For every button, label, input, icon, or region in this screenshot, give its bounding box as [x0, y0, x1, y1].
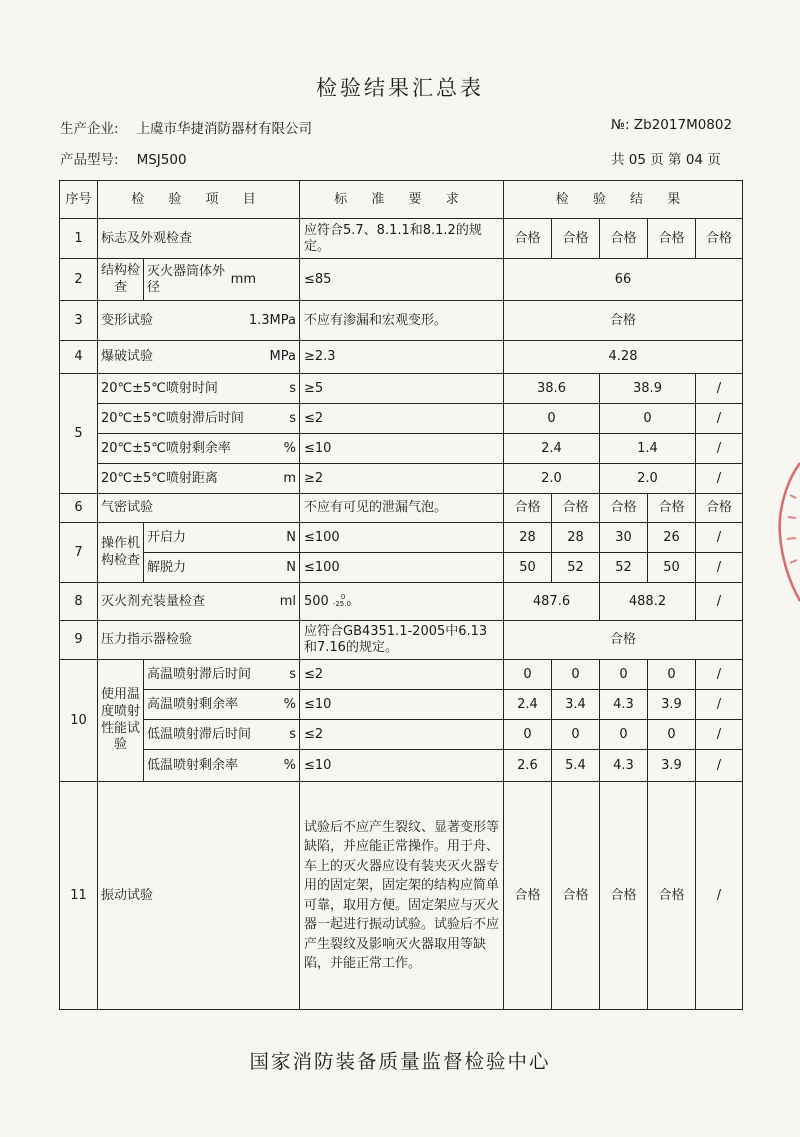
unit-text: mm [230, 271, 256, 287]
seq-cell: 10 [60, 660, 98, 782]
item-text: 低温喷射剩余率 [147, 757, 239, 773]
table-row [60, 434, 743, 464]
result-cell: 0 [648, 660, 696, 690]
unit-text: % [283, 696, 296, 712]
result-cell: 26 [648, 523, 696, 553]
result-cell: / [696, 583, 743, 621]
result-cell: 2.4 [504, 690, 552, 720]
table-row [60, 583, 743, 621]
item-cell [144, 750, 300, 782]
standard-cell [300, 583, 504, 621]
report-number [611, 117, 732, 133]
result-cell: / [696, 553, 743, 583]
unit-text: N [286, 529, 296, 545]
result-cell: 合格 [600, 494, 648, 523]
header-result: 检 验 结 果 [504, 181, 743, 219]
result-cell: 52 [552, 553, 600, 583]
result-cell: 38.9 [600, 374, 696, 404]
result-cell: 合格 [648, 219, 696, 259]
result-cell: 50 [504, 553, 552, 583]
standard-cell: 应符合GB4351.1-2005中6.13和7.16的规定。 [300, 621, 504, 660]
unit-text: % [283, 757, 296, 773]
item-text: 低温喷射滞后时间 [147, 726, 252, 742]
company-label: 生产企业: [60, 121, 119, 137]
result-cell: / [696, 690, 743, 720]
result-cell: 52 [600, 553, 648, 583]
result-cell: 合格 [504, 621, 743, 660]
item-cell [98, 583, 300, 621]
result-cell: 2.6 [504, 750, 552, 782]
page-info: 共 05 页 第 04 页 [611, 152, 721, 168]
result-cell: 4.28 [504, 341, 743, 374]
seq-cell: 4 [60, 341, 98, 374]
result-cell: 488.2 [600, 583, 696, 621]
result-cell: / [696, 750, 743, 782]
item-cell [98, 404, 300, 434]
table-row [60, 720, 743, 750]
standard-value: 500 [304, 593, 329, 609]
group-label: 结构检查 [98, 259, 144, 301]
result-cell: 合格 [504, 301, 743, 341]
result-cell: / [696, 782, 743, 1010]
result-cell: / [696, 660, 743, 690]
tolerance [333, 594, 351, 608]
standard-cell: ≤2 [300, 720, 504, 750]
standard-cell: ≤2 [300, 660, 504, 690]
result-cell: 0 [504, 720, 552, 750]
footer-organization: 国家消防装备质量监督检验中心 [249, 1050, 551, 1073]
result-cell: 3.4 [552, 690, 600, 720]
result-cell: 28 [504, 523, 552, 553]
result-cell: / [696, 374, 743, 404]
seq-cell: 11 [60, 782, 98, 1010]
table-row [60, 621, 743, 660]
result-cell: 合格 [504, 494, 552, 523]
table-row [60, 404, 743, 434]
company-value: 上虞市华捷消防器材有限公司 [136, 121, 313, 137]
item-text: 解脱力 [147, 559, 187, 575]
seq-cell: 7 [60, 523, 98, 583]
item-cell [144, 720, 300, 750]
standard-cell: ≥5 [300, 374, 504, 404]
item-text: 高温喷射滞后时间 [147, 666, 252, 682]
result-cell: / [696, 464, 743, 494]
model-label: 产品型号: [60, 152, 119, 168]
result-cell: / [696, 523, 743, 553]
standard-cell: 应符合5.7、8.1.1和8.1.2的规定。 [300, 219, 504, 259]
result-cell: 0 [552, 720, 600, 750]
item-cell [98, 341, 300, 374]
standard-cell: ≥2 [300, 464, 504, 494]
result-cell: / [696, 404, 743, 434]
item-cell: 振动试验 [98, 782, 300, 1010]
unit-text: s [289, 666, 296, 682]
item-text: 20℃±5℃喷射滞后时间 [101, 410, 244, 426]
result-cell: 0 [504, 404, 600, 434]
table-row [60, 690, 743, 720]
standard-cell: ≤85 [300, 259, 504, 301]
item-cell [98, 301, 300, 341]
standard-cell: ≤2 [300, 404, 504, 434]
seq-cell: 2 [60, 259, 98, 301]
standard-cell: ≤10 [300, 690, 504, 720]
item-text: 爆破试验 [101, 349, 154, 365]
report-number-label: №: [611, 117, 630, 133]
item-text: 20℃±5℃喷射剩余率 [101, 440, 231, 456]
seq-cell: 5 [60, 374, 98, 494]
table-row [60, 523, 743, 553]
result-cell: 30 [600, 523, 648, 553]
unit-text: % [283, 440, 296, 456]
result-cell: 3.9 [648, 690, 696, 720]
report-number-value: Zb2017M0802 [633, 117, 733, 133]
result-cell: 4.3 [600, 750, 648, 782]
unit-text: ml [279, 593, 296, 609]
result-cell: 合格 [696, 219, 743, 259]
item-cell [98, 434, 300, 464]
item-cell [144, 259, 300, 301]
seal-stamp-edge [770, 455, 800, 605]
table-row [60, 259, 743, 301]
table-row [60, 374, 743, 404]
header-seq: 序号 [60, 181, 98, 219]
result-cell: 487.6 [504, 583, 600, 621]
result-cell: 2.4 [504, 434, 600, 464]
result-cell: 28 [552, 523, 600, 553]
seq-cell: 9 [60, 621, 98, 660]
result-cell: 0 [648, 720, 696, 750]
result-cell: 0 [600, 660, 648, 690]
table-row [60, 494, 743, 523]
item-text: 变形试验 [101, 312, 154, 328]
item-cell: 标志及外观检查 [98, 219, 300, 259]
standard-cell: 不应有渗漏和宏观变形。 [300, 301, 504, 341]
result-cell: 合格 [648, 782, 696, 1010]
result-cell: 3.9 [648, 750, 696, 782]
unit-text: s [289, 410, 296, 426]
result-cell: 0 [600, 720, 648, 750]
standard-cell: 不应有可见的泄漏气泡。 [300, 494, 504, 523]
header-standard: 标 准 要 求 [300, 181, 504, 219]
seq-cell: 3 [60, 301, 98, 341]
model-value: MSJ500 [136, 152, 187, 168]
group-label: 使用温度喷射性能试验 [98, 660, 144, 782]
seq-cell: 8 [60, 583, 98, 621]
result-cell: 合格 [600, 782, 648, 1010]
unit-text: s [289, 726, 296, 742]
result-cell: 合格 [552, 782, 600, 1010]
table-header-row [60, 181, 743, 219]
standard-cell: ≤100 [300, 523, 504, 553]
result-cell: / [696, 434, 743, 464]
result-cell: 合格 [552, 219, 600, 259]
result-cell: 合格 [552, 494, 600, 523]
item-text: 20℃±5℃喷射时间 [101, 380, 218, 396]
result-cell: 38.6 [504, 374, 600, 404]
item-text: 高温喷射剩余率 [147, 696, 239, 712]
item-cell [144, 690, 300, 720]
tolerance-lower: -25.0 [332, 600, 351, 609]
result-cell: 4.3 [600, 690, 648, 720]
item-cell [98, 374, 300, 404]
result-cell: 0 [552, 660, 600, 690]
item-text: 灭火剂充装量检查 [101, 593, 206, 609]
result-cell: 合格 [600, 219, 648, 259]
result-cell: / [696, 720, 743, 750]
result-cell: 合格 [504, 782, 552, 1010]
seq-cell: 6 [60, 494, 98, 523]
results-table [59, 180, 743, 1010]
table-row [60, 553, 743, 583]
group-label: 操作机构检查 [98, 523, 144, 583]
seq-cell: 1 [60, 219, 98, 259]
page-title: 检验结果汇总表 [316, 76, 484, 100]
item-cell: 压力指示器检验 [98, 621, 300, 660]
standard-cell: 试验后不应产生裂纹、显著变形等缺陷，并应能正常操作。用于舟、车上的灭火器应设有装夹灭火器专用的固定架，固定架的结构应简单可靠，取用方便。固定架应与灭火器一起进行振动试验。试验后不应产生裂纹及影响灭火器取用等缺陷，并能正常工作。 [300, 782, 504, 1010]
result-cell: 1.4 [600, 434, 696, 464]
item-cell [144, 553, 300, 583]
result-cell: 50 [648, 553, 696, 583]
result-cell: 0 [600, 404, 696, 434]
result-cell: 2.0 [600, 464, 696, 494]
table-row [60, 782, 743, 1010]
model-line [60, 148, 187, 168]
table-row [60, 660, 743, 690]
item-cell [98, 464, 300, 494]
result-cell: 合格 [648, 494, 696, 523]
standard-cell: ≥2.3 [300, 341, 504, 374]
item-cell: 气密试验 [98, 494, 300, 523]
unit-text: s [289, 380, 296, 396]
unit-text: m [283, 470, 296, 486]
table-row [60, 219, 743, 259]
unit-text: N [286, 559, 296, 575]
table-row [60, 464, 743, 494]
item-text: 开启力 [147, 529, 187, 545]
result-cell: 合格 [504, 219, 552, 259]
result-cell: 5.4 [552, 750, 600, 782]
result-cell: 0 [504, 660, 552, 690]
table-row [60, 301, 743, 341]
unit-text: 1.3MPa [248, 312, 296, 328]
company-line [60, 117, 312, 137]
standard-cell: ≤10 [300, 750, 504, 782]
item-text: 灭火器筒体外径 [147, 263, 226, 295]
tolerance-upper: 0 [340, 593, 346, 602]
item-text: 20℃±5℃喷射距离 [101, 470, 218, 486]
table-row [60, 750, 743, 782]
result-cell: 66 [504, 259, 743, 301]
item-cell [144, 523, 300, 553]
header-item: 检 验 项 目 [98, 181, 300, 219]
result-cell: 2.0 [504, 464, 600, 494]
standard-cell: ≤10 [300, 434, 504, 464]
standard-cell: ≤100 [300, 553, 504, 583]
table-row [60, 341, 743, 374]
result-cell: 合格 [696, 494, 743, 523]
unit-text: MPa [269, 349, 296, 365]
item-cell [144, 660, 300, 690]
